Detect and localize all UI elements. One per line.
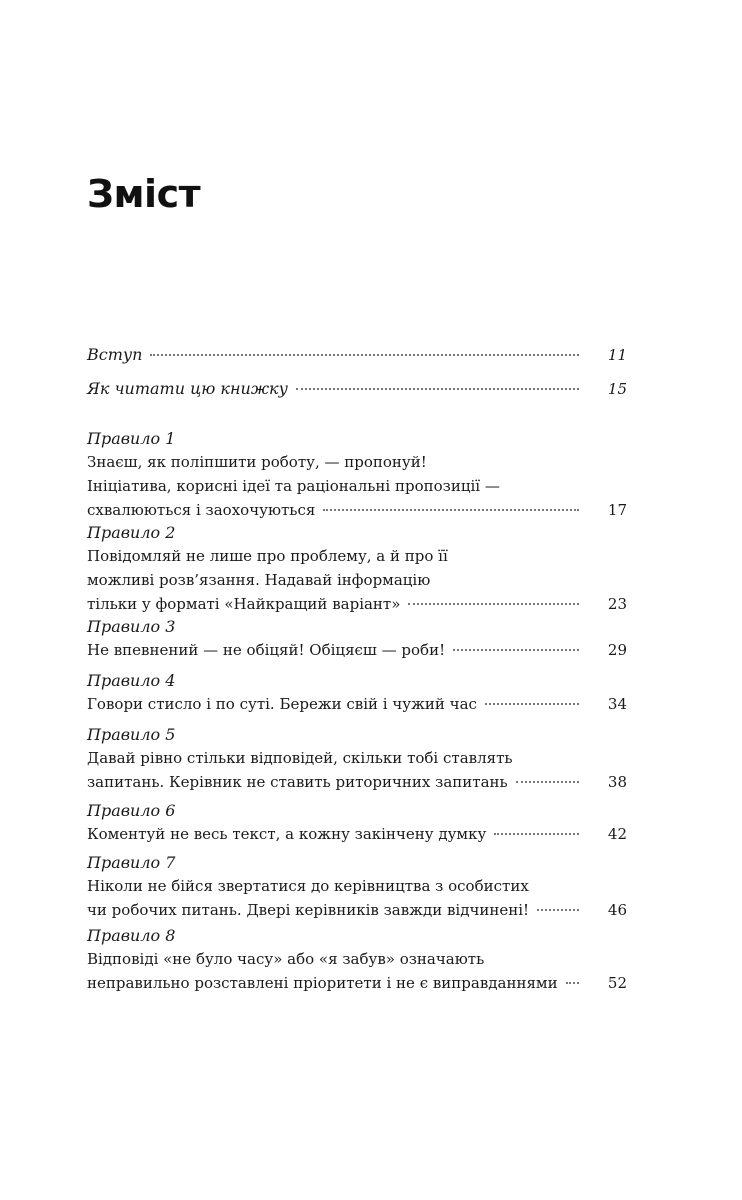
toc-entry-rule-7[interactable] [87,852,627,922]
toc-entry-rule-8[interactable] [87,925,627,995]
rule-title-line: Говори стисло і по суті. Бережи свій і чужий час [87,695,477,713]
dot-leader [485,702,579,705]
dot-leader [566,981,579,984]
toc-entry-title: Вступ [87,345,143,364]
toc-entry-rule-6[interactable] [87,800,627,846]
page-number: 46 [607,901,627,919]
toc-entry-rule-5[interactable] [87,724,627,794]
page-number: 11 [607,346,627,364]
dot-leader [494,832,579,835]
rule-label: Правило 3 [87,617,176,636]
dot-leader [408,602,579,605]
rule-title-line: Знаєш, як поліпшити роботу, — пропонуй! [87,453,427,471]
rule-title-line: Ніколи не бійся звертатися до керівництва з особистих [87,877,529,895]
rule-title-line: Ініціатива, корисні ідеї та раціональні пропозиції — [87,477,500,495]
toc-entry-rule-4[interactable] [87,670,627,716]
page-number: 29 [607,641,627,659]
page-number: 15 [607,380,627,398]
toc-entry-rule-1[interactable] [87,428,627,522]
rule-title-line: Відповіді «не було часу» або «я забув» означають [87,950,485,968]
dot-leader [453,648,579,651]
rule-label: Правило 4 [87,671,176,690]
rule-label: Правило 6 [87,801,176,820]
rule-label: Правило 5 [87,725,176,744]
dot-leader [323,508,579,511]
rule-label: Правило 8 [87,926,176,945]
page-title: Зміст [87,172,201,216]
rule-title-line: чи робочих питань. Двері керівників завжди відчинені! [87,901,530,919]
dot-leader [296,387,579,390]
rule-title-line: можливі розв’язання. Надавай інформацію [87,571,431,589]
toc-entry-intro[interactable] [87,343,627,367]
rule-label: Правило 7 [87,853,176,872]
page-number: 38 [607,773,627,791]
rule-title-line: Давай рівно стільки відповідей, скільки тобі ставлять [87,749,513,767]
toc-entry-rule-3[interactable] [87,616,627,662]
rule-title-line: тільки у форматі «Найкращий варіант» [87,595,401,613]
rule-title-line: запитань. Керівник не ставить риторичних запитань [87,773,508,791]
rule-label: Правило 2 [87,523,176,542]
page-number: 42 [607,825,627,843]
rule-title-line: Не впевнений — не обіцяй! Обіцяєш — роби! [87,641,446,659]
page-number: 23 [607,595,627,613]
toc-entry-title: Як читати цю книжку [87,379,288,398]
dot-leader [516,780,579,783]
dot-leader [537,908,579,911]
page-number: 17 [607,501,627,519]
page-number: 34 [607,695,627,713]
toc-entry-how-to-read[interactable] [87,377,627,401]
rule-title-line: неправильно розставлені пріоритети і не є виправданнями [87,974,558,992]
rule-label: Правило 1 [87,429,176,448]
toc-entry-rule-2[interactable] [87,522,627,616]
page-number: 52 [607,974,627,992]
rule-title-line: схвалюються і заохочуються [87,501,316,519]
dot-leader [150,353,579,356]
rule-title-line: Повідомляй не лише про проблему, а й про її [87,547,448,565]
rule-title-line: Коментуй не весь текст, а кожну закінчену думку [87,825,487,843]
